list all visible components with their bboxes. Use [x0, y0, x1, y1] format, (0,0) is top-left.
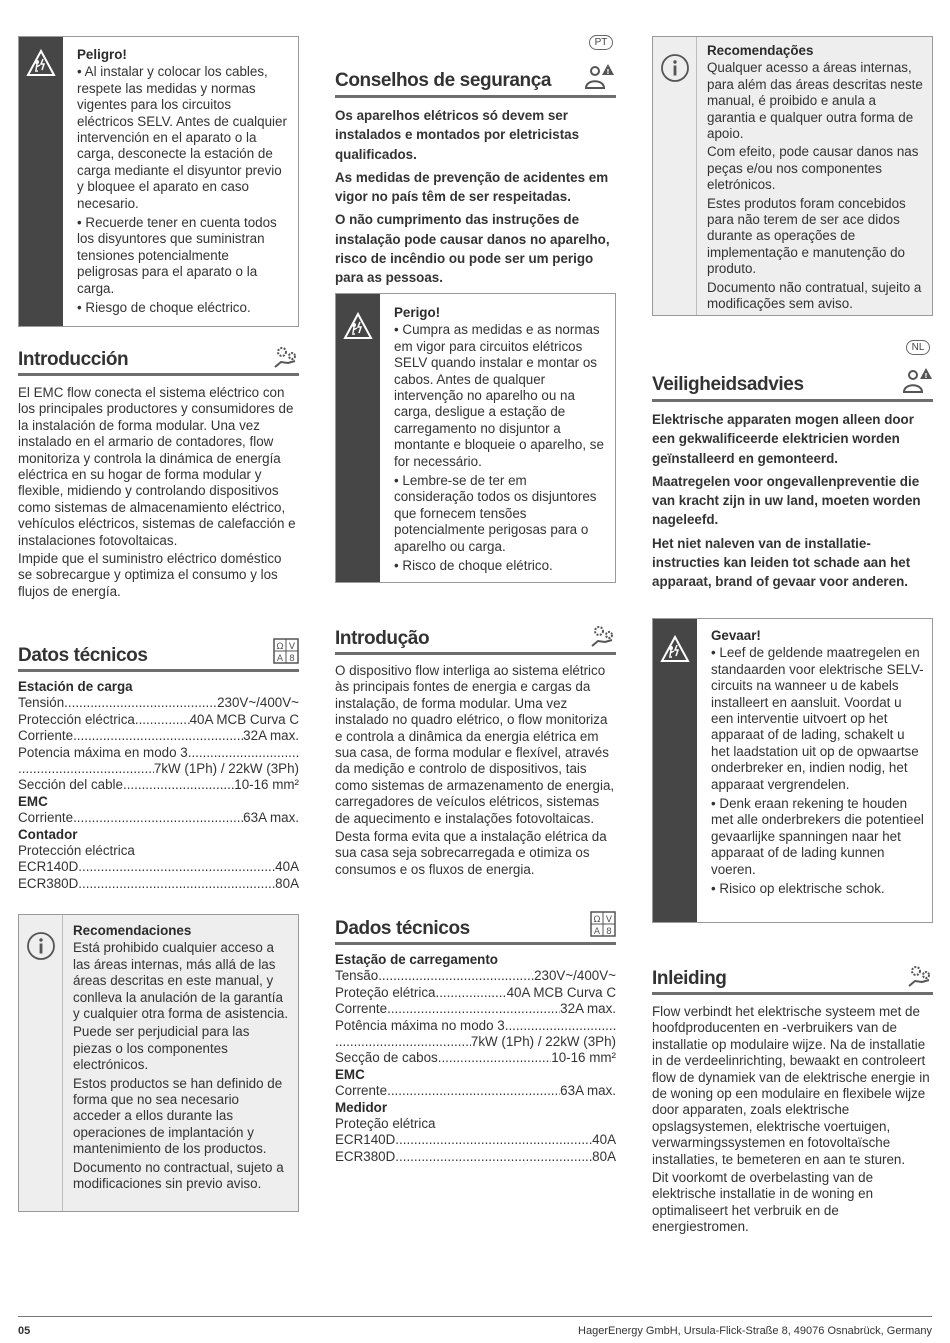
pt-reco-paragraph: Documento não contratual, sujeito a modificações sem aviso. [707, 279, 922, 312]
spec-value: 40A [275, 859, 299, 875]
pt-danger-title: Perigo! [394, 305, 441, 320]
es-tech-row [18, 695, 299, 711]
pt-tech-row [335, 1034, 616, 1050]
spec-label: Secção de cabos [335, 1050, 438, 1066]
es-reco-box [18, 914, 299, 1212]
es-tech-row [18, 859, 299, 875]
spec-label: ECR380D [335, 1148, 396, 1164]
pt-reco-paragraph: Qualquer acesso a áreas internas, para além das áreas descritas neste manual, é proibido e anula a garantia e qualquer outra forma de apoio. [707, 60, 923, 142]
nl-danger-bullet: • Risico op elektrische schok. [711, 881, 885, 897]
electric-shock-warning-icon [26, 49, 56, 77]
es-reco-title: Recomendaciones [73, 923, 192, 938]
es-danger-box [18, 36, 299, 327]
es-tech-heading: Datos técnicos [18, 645, 148, 666]
ohm-volt-ampere-icon [273, 638, 299, 664]
svg-text:A: A [593, 927, 601, 937]
nl-intro-text [652, 1004, 933, 1238]
nl-safety-text [652, 410, 933, 596]
spec-label: Protección eléctrica [18, 711, 135, 727]
pt-danger-sidebar [336, 294, 380, 582]
nl-intro-paragraph: Flow verbindt het elektrische systeem met de hoofdproducenten en -verbruikers van de installatie op modulaire wijze. Na de installatie in de verdeelinrichting, bewaakt en controleert flow de dynamiek van de elektrische energie in de woning op een modulaire en flexibele wijze door apparaten, zoals elektrische opslagsystemen, elektrische voertuigen, verwarmingssystemen en fotovoltaïsche installaties, te bemeteren en aan te sturen. [652, 1004, 930, 1167]
svg-text:!: ! [606, 68, 610, 76]
spec-label: Corrente [335, 1001, 388, 1017]
pt-tech-meter-protection: Proteção elétrica [335, 1116, 436, 1132]
pt-tech-row [335, 1083, 616, 1099]
info-icon [26, 931, 56, 961]
es-tech-emc-label: EMC [18, 793, 48, 809]
pt-intro-paragraph: O dispositivo flow interliga ao sistema elétrico às principais fontes de energia e cargas da instalação, de forma modular. Uma vez instalado no quadro elétrico, o flow monitoriza e controla a dinâmica da energia elétrica em sua casa, de forma modular e flexível, através da medição e controlo de dispositivos, tais como sistemas de armazenamento de energia, carregadores de veículos elétricos, sistemas de aquecimento e instalações fotovoltaicas. [335, 663, 615, 826]
nl-safety-rule [652, 399, 933, 402]
spec-label: Corrente [335, 1083, 388, 1099]
spec-label: Proteção elétrica [335, 984, 436, 1000]
pt-safety-heading: Conselhos de segurança [335, 70, 552, 91]
pt-danger-bullet: • Cumpra as medidas e as normas em vigor para circuitos elétricos SELV quando instalar e montar os cabos. Antes de qualquer intervenção no aparelho ou na carga, desligue a estação de carregamento no disjuntor a montante e bloqueie o aparelho, se for necessário. [394, 322, 604, 469]
pt-safety-paragraph: O não cumprimento das instruções de instalação pode causar danos no aparelho, risco de incêndio ou pode ser um perigo para as pessoas. [335, 212, 610, 286]
spec-value: 63A max. [560, 1083, 616, 1099]
svg-text:8: 8 [289, 654, 295, 664]
spec-value: 230V~/400V~ [534, 968, 616, 984]
gear-hand-icon [590, 624, 616, 648]
nl-danger-box [652, 618, 933, 923]
info-icon [660, 53, 690, 83]
es-reco-paragraph: Puede ser perjudicial para las piezas o los componentes electrónicos. [73, 1024, 250, 1073]
pt-safety-paragraph: As medidas de prevenção de acidentes em vigor no país têm de ser respeitadas. [335, 169, 609, 205]
spec-value: 40A MCB Curva C [506, 984, 616, 1000]
es-reco-sidebar [19, 915, 63, 1211]
ohm-volt-ampere-icon [590, 911, 616, 937]
spec-label: Corriente [18, 810, 74, 826]
pt-safety-text [335, 106, 616, 292]
es-tech-station-label: Estación de carga [18, 679, 133, 694]
spec-value: 230V~/400V~ [217, 695, 299, 711]
es-tech-row [18, 777, 299, 793]
nl-safety-heading: Veiligheidsadvies [652, 374, 804, 395]
spec-label: Tensão [335, 968, 379, 984]
spec-value: 63A max. [243, 810, 299, 826]
pt-reco-title: Recomendações [707, 43, 814, 58]
es-reco-paragraph: Documento no contractual, sujeto a modificaciones sin previo aviso. [73, 1159, 284, 1192]
spec-value: 40A MCB Curva C [189, 711, 299, 727]
spec-label: Potência máxima no modo 3 [335, 1017, 505, 1033]
pt-intro-heading: Introdução [335, 628, 430, 649]
pt-tech-row [335, 985, 616, 1001]
svg-text:Ω: Ω [593, 915, 601, 925]
gear-hand-icon [273, 345, 299, 369]
nl-intro-paragraph: Dit voorkomt de overbelasting van de elektrische installatie in de woning en optimaliseert het verbruik en de energiestromen. [652, 1170, 874, 1235]
pt-tech-station-label: Estação de carregamento [335, 952, 498, 967]
nl-danger-bullet: • Leef de geldende maatregelen en standaarden voor elektrische SELV-circuits na wanneer u de kabels installeert en aansluit. Voordat u een interventie uitvoert op het apparaat of de lading, schakelt u het laadstation uit op de opwaartse onderbreker en, indien nodig, het apparaat vergrendelen. [711, 645, 924, 792]
spec-label: Tensión [18, 695, 65, 711]
pt-tech-row [335, 1149, 616, 1165]
es-intro-paragraph: El EMC flow conecta el sistema eléctrico con los principales productores y consumidores de la instalación de forma modular. Una vez instalado en el armario de contadores, flow monitoriza y controla la dinámica de energía eléctrica en su hogar de forma modular y flexible, midiendo y controlando dispositivos como sistemas de almacenamiento eléctrico, vehículos eléctricos, sistemas de calefacción e instalaciones fotovoltaicas. [18, 385, 296, 548]
es-intro-rule [18, 373, 299, 376]
spec-value: 80A [592, 1148, 616, 1164]
es-tech-row [18, 876, 299, 892]
nl-intro-rule [652, 992, 933, 995]
pt-reco-paragraph: Estes produtos foram concebidos para não terem de ser ace didos durante as operações de implementação e manutenção do produto. [707, 195, 906, 277]
pt-danger-bullet: • Lembre-se de ter em consideração todos os disjuntores que fornecem tensões potencialmente perigosas para o aparelho ou carga. [394, 473, 597, 554]
pt-tech-emc-label: EMC [335, 1066, 365, 1082]
pt-tech-row [335, 1018, 616, 1034]
pt-tech-meter-label: Medidor [335, 1099, 388, 1115]
es-intro-heading: Introducción [18, 349, 129, 370]
footer-page-number: 05 [18, 1325, 31, 1337]
pt-danger-box [335, 293, 616, 583]
es-tech-row [18, 728, 299, 744]
pt-intro-text [335, 663, 616, 880]
pt-language-badge: PT [589, 35, 613, 50]
es-tech-row [18, 761, 299, 777]
es-intro-text [18, 385, 299, 602]
es-reco-paragraph: Está prohibido cualquier acceso a las áreas internas, más allá de las áreas descritas en este manual, y conlleva la anulación de la garantía y cualquier otra forma de asistencia. [73, 940, 289, 1022]
svg-text:8: 8 [606, 927, 612, 937]
pt-tech-row [335, 1050, 616, 1066]
pt-danger-bullet: • Risco de choque elétrico. [394, 558, 553, 574]
spec-value: 7kW (1Ph) / 22kW (3Ph) [153, 761, 299, 777]
nl-safety-paragraph: Elektrische apparaten mogen alleen door een gekwalificeerde elektricien worden geïnstalleerd en gemonteerd. [652, 412, 914, 466]
pt-safety-paragraph: Os aparelhos elétricos só devem ser instalados e montados por eletricistas qualificados. [335, 108, 580, 162]
spec-value: 80A [275, 875, 299, 891]
pt-tech-row [335, 1132, 616, 1148]
footer-rule [18, 1316, 932, 1317]
pt-tech-rule [335, 942, 616, 945]
spec-label: Corriente [18, 728, 74, 744]
spec-label: ECR380D [18, 875, 79, 891]
nl-safety-paragraph: Maatregelen voor ongevallenpreventie die van kracht zijn in uw land, moeten worden nageleefd. [652, 473, 921, 528]
es-danger-bullet: • Riesgo de choque eléctrico. [77, 300, 251, 316]
gear-hand-icon [907, 964, 933, 988]
spec-value: 40A [592, 1132, 616, 1148]
pt-intro-paragraph: Desta forma evita que a instalação elétrica da sua casa seja sobrecarregada e otimiza os consumos e os fluxos de energia. [335, 829, 607, 877]
pt-tech-row [335, 1001, 616, 1017]
svg-text:V: V [288, 642, 296, 652]
pt-intro-rule [335, 652, 616, 655]
es-tech-row [18, 745, 299, 761]
spec-value: 32A max. [560, 1001, 616, 1017]
svg-text:A: A [276, 654, 284, 664]
pt-tech-row [335, 968, 616, 984]
es-tech-row [18, 712, 299, 728]
es-tech-meter-label: Contador [18, 826, 78, 842]
es-danger-bullet: • Recuerde tener en cuenta todos los disyuntores que suministran tensiones potencialmente peligrosas para el aparato o la carga. [77, 215, 277, 296]
electric-shock-warning-icon [660, 635, 690, 663]
spec-label: Potencia máxima en modo 3 [18, 744, 188, 760]
footer-address: HagerEnergy GmbH, Ursula-Flick-Straße 8, 49076 Osnabrück, Germany [578, 1325, 932, 1337]
spec-label: ECR140D [18, 859, 79, 875]
es-danger-sidebar [19, 37, 63, 326]
nl-language-badge: NL [906, 340, 930, 355]
spec-value: 10-16 mm² [551, 1050, 616, 1066]
nl-danger-bullet: • Denk eraan rekening te houden met alle onderbrekers die potentieel gevaarlijke spanningen naar het apparaat of de lading kunnen voeren. [711, 796, 924, 877]
svg-text:V: V [605, 915, 613, 925]
nl-danger-sidebar [653, 619, 697, 922]
electric-shock-warning-icon [343, 312, 373, 340]
spec-value: 32A max. [243, 728, 299, 744]
svg-text:Ω: Ω [276, 642, 284, 652]
es-reco-paragraph: Estos productos se han definido de forma que no sea necesario acceder a ellos durante las operaciones de implantación y mantenimiento de los productos. [73, 1075, 283, 1157]
es-danger-title: Peligro! [77, 47, 127, 62]
es-tech-row [18, 810, 299, 826]
spec-label: Sección del cable [18, 777, 123, 793]
spec-value: 7kW (1Ph) / 22kW (3Ph) [470, 1034, 616, 1050]
person-warning-icon [901, 366, 933, 394]
es-danger-bullet: • Al instalar y colocar los cables, respete las medidas y normas vigentes para los circuitos eléctricos SELV. Antes de cualquier intervención en el aparato o la carga, desconecte la estación de carga mediante el disyuntor previo y bloquee el aparato en caso necesario. [77, 64, 287, 211]
pt-reco-box [652, 36, 933, 316]
nl-intro-heading: Inleiding [652, 968, 727, 989]
person-warning-icon [583, 62, 615, 90]
svg-text:!: ! [924, 372, 928, 380]
pt-reco-sidebar [653, 37, 697, 315]
pt-safety-rule [335, 95, 616, 98]
es-tech-meter-protection: Protección eléctrica [18, 843, 135, 859]
es-tech-rule [18, 669, 299, 672]
spec-label: ECR140D [335, 1132, 396, 1148]
spec-value: 10-16 mm² [234, 777, 299, 793]
pt-reco-paragraph: Com efeito, pode causar danos nas peças e/ou nos componentes eletrónicos. [707, 144, 919, 193]
nl-danger-title: Gevaar! [711, 628, 761, 643]
nl-safety-paragraph: Het niet naleven van de installatie-instructies kan leiden tot schade aan het apparaat, brand of gevaar voor anderen. [652, 535, 911, 590]
es-intro-paragraph: Impide que el suministro eléctrico doméstico se sobrecargue y optimiza el consumo y los flujos de energía. [18, 551, 282, 599]
es-tech-table [18, 679, 299, 892]
pt-tech-heading: Dados técnicos [335, 918, 470, 939]
pt-tech-table [335, 952, 616, 1165]
